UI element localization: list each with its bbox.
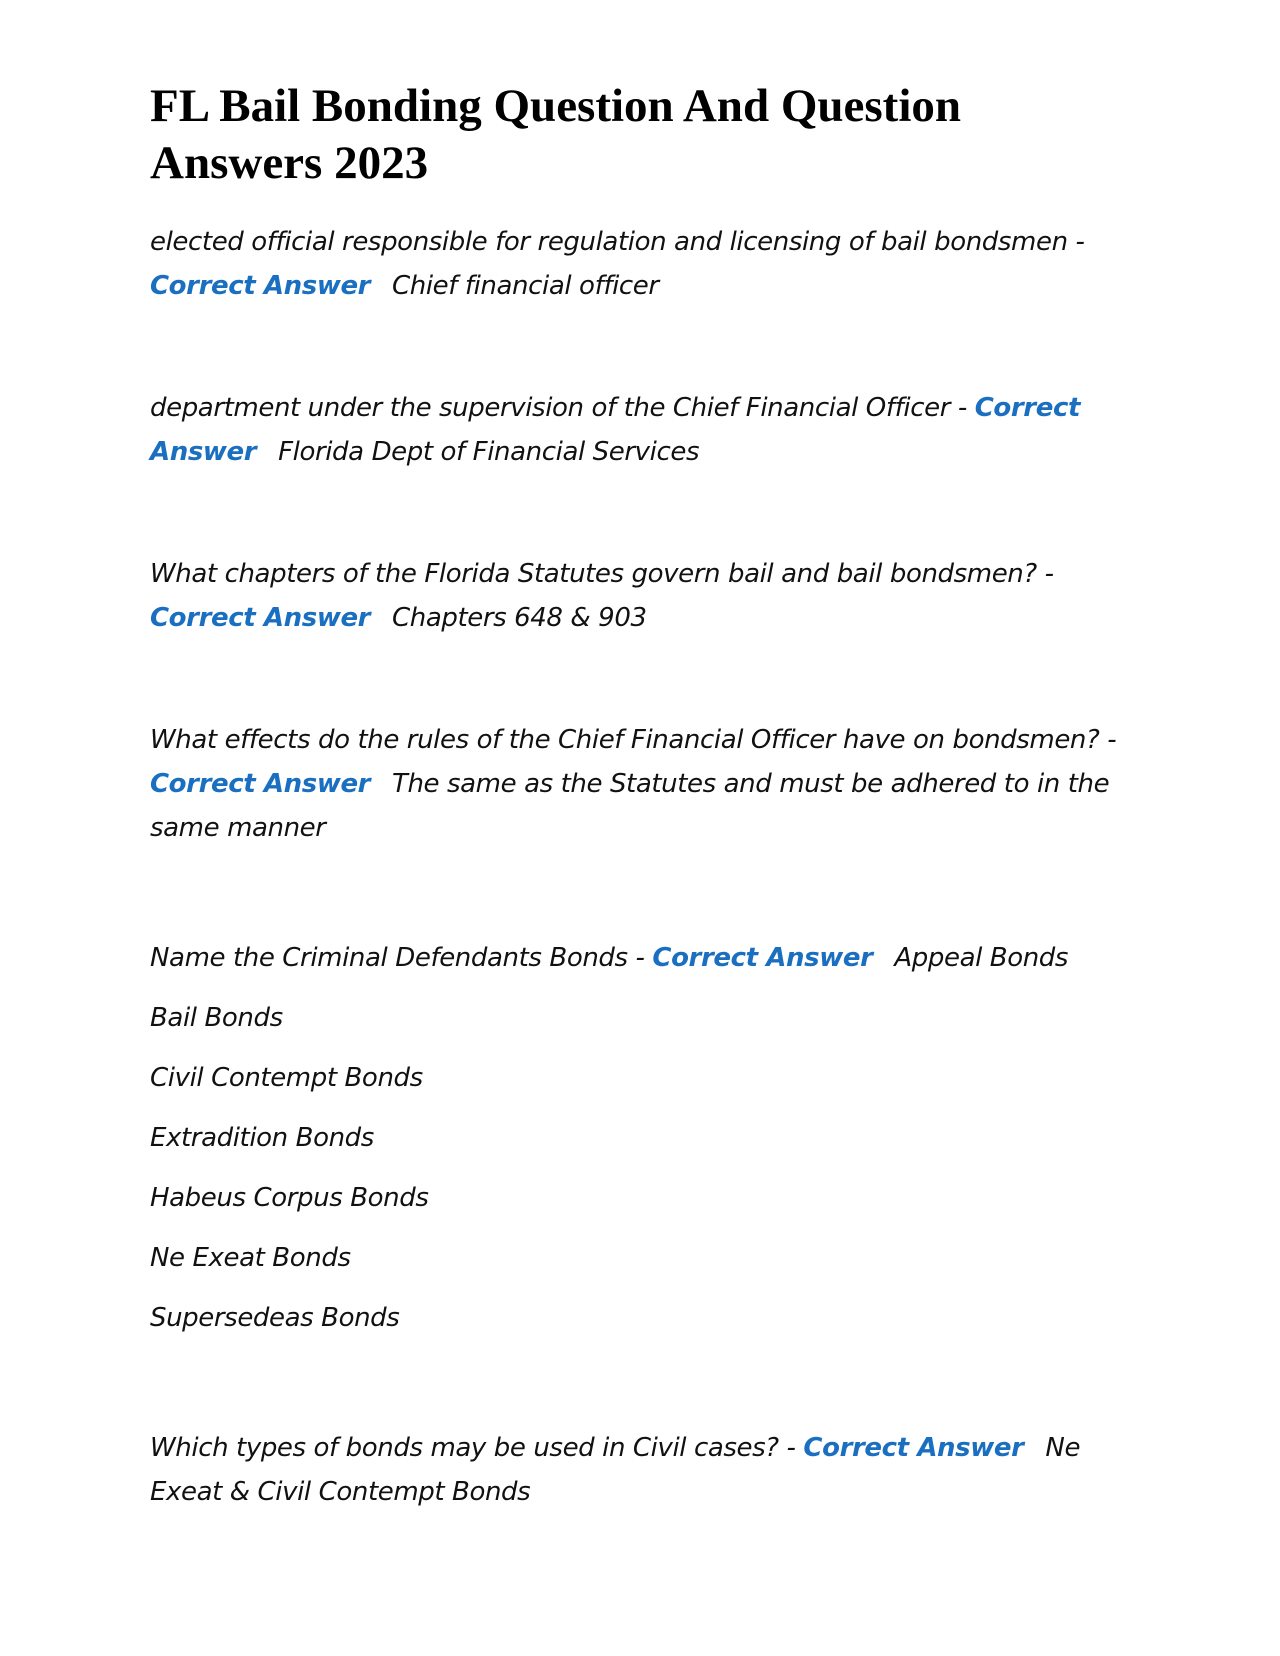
qa-item-4 [150,718,1140,850]
list-item: Habeus Corpus Bonds [150,1183,429,1213]
list-item: Supersedeas Bonds [150,1303,400,1333]
qa-item-6 [150,1426,1140,1514]
qa-item-5 [150,928,1140,988]
correct-answer-label: Correct Answer [150,603,371,633]
answer-text: Chapters 648 & 903 [391,603,647,633]
qa-item-2 [150,386,1140,474]
question-text: department under the supervision of the Chief Financial Officer - [150,393,967,423]
list-item: Civil Contempt Bonds [150,1063,423,1093]
question-text: elected official responsible for regulation and licensing of bail bondsmen - [150,227,1085,257]
qa-item-3 [150,552,1140,640]
answer-text: Ne Exeat & Civil Contempt Bonds [150,1433,1081,1507]
qa-item-1 [150,220,1140,308]
correct-answer-label: Correct Answer [150,271,371,301]
question-text: What effects do the rules of the Chief Financial Officer have on bondsmen? - [150,725,1117,755]
list-item: Ne Exeat Bonds [150,1243,351,1273]
question-text: Which types of bonds may be used in Civil cases? - [150,1433,796,1463]
question-text: Name the Criminal Defendants Bonds - [150,943,645,973]
document-title: FL Bail Bonding Question And Question Answers 2023 [150,80,962,189]
correct-answer-label: Correct Answer [150,769,371,799]
answer-text: Chief financial officer [391,271,659,301]
answer-text: Florida Dept of Financial Services [278,437,700,467]
list-item: Bail Bonds [150,1003,283,1033]
document-page [150,78,1140,1514]
list-item: Extradition Bonds [150,1123,374,1153]
correct-answer-label: Correct Answer [150,393,1080,467]
answer-text: The same as the Statutes and must be adhered to in the same manner [150,769,1110,843]
correct-answer-label: Correct Answer [803,1433,1024,1463]
correct-answer-label: Correct Answer [652,943,873,973]
question-text: What chapters of the Florida Statutes govern bail and bail bondsmen? - [150,559,1054,589]
answer-text: Appeal Bonds [894,943,1069,973]
